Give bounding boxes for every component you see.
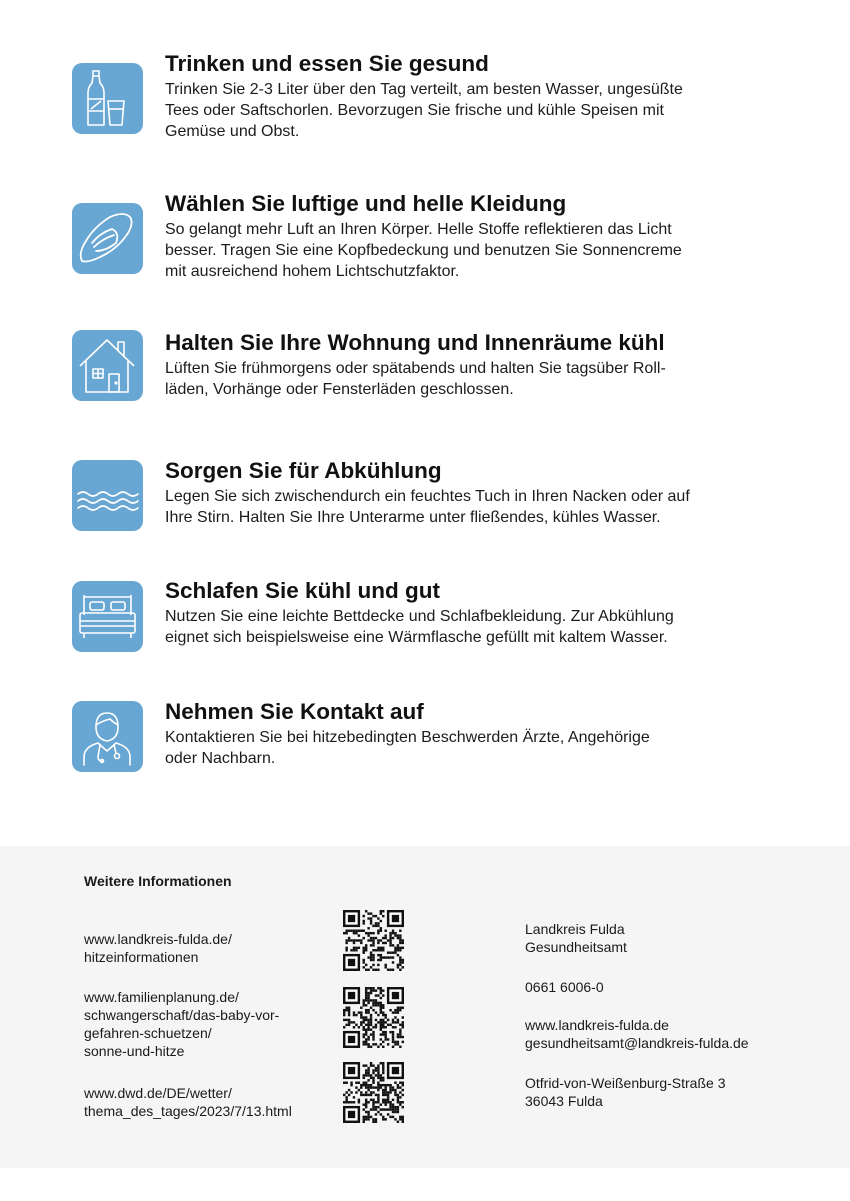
footer-heading: Weitere Informationen xyxy=(84,873,232,889)
tip-title: Trinken und essen Sie gesund xyxy=(165,51,489,76)
contact-website[interactable]: www.landkreis-fulda.de xyxy=(525,1017,669,1033)
tip-description: Trinken Sie 2-3 Liter über den Tag verteilt, am besten Wasser, ungesüßte Tees oder Saftschorlen. Bevorzugen Sie frische und kühle Speisen mit Gemüse und Obst. xyxy=(165,81,683,140)
contact-phone: 0661 6006-0 xyxy=(525,979,604,995)
tip-description: So gelangt mehr Luft an Ihren Körper. Helle Stoffe reflektieren das Licht besser. Tragen Sie eine Kopfbedeckung und benutzen Sie Sonnencreme mit ausreichend hohem Lichtschutzfaktor. xyxy=(165,221,682,280)
house-icon xyxy=(72,330,143,401)
tip-description: Lüften Sie frühmorgens oder spätabends und halten Sie tagsüber Roll- läden, Vorhänge oder Fensterläden geschlossen. xyxy=(165,360,666,398)
contact-email[interactable]: gesundheitsamt@landkreis-fulda.de xyxy=(525,1035,749,1051)
tip-title: Sorgen Sie für Abkühlung xyxy=(165,458,442,483)
link-dwd[interactable]: www.dwd.de/DE/wetter/ thema_des_tages/2023/7/13.html xyxy=(84,1085,292,1119)
bed-icon xyxy=(72,581,143,652)
qr-code-hitzeinformationen xyxy=(343,910,404,971)
qr-code-dwd xyxy=(343,1062,404,1123)
tip-title: Halten Sie Ihre Wohnung und Innenräume kühl xyxy=(165,330,665,355)
contact-address: Otfrid-von-Weißenburg-Straße 3 36043 Fulda xyxy=(525,1075,726,1109)
doctor-icon xyxy=(72,701,143,772)
tip-title: Nehmen Sie Kontakt auf xyxy=(165,699,424,724)
tip-title: Wählen Sie luftige und helle Kleidung xyxy=(165,191,567,216)
tip-description: Nutzen Sie eine leichte Bettdecke und Schlafbekleidung. Zur Abkühlung eignet sich beispielsweise eine Wärmflasche gefüllt mit kaltem Wasser. xyxy=(165,608,674,646)
water-waves-icon xyxy=(72,460,143,531)
contact-organisation: Landkreis Fulda Gesundheitsamt xyxy=(525,921,627,955)
tip-description: Legen Sie sich zwischendurch ein feuchtes Tuch in Ihren Nacken oder auf Ihre Stirn. Halten Sie Ihre Unterarme unter fließendes, kühles Wasser. xyxy=(165,488,690,526)
sun-hat-icon xyxy=(72,203,143,274)
link-hitzeinformationen[interactable]: www.landkreis-fulda.de/ hitzeinformationen xyxy=(84,931,232,965)
info-footer xyxy=(0,846,850,1168)
qr-code-familienplanung xyxy=(343,987,404,1048)
bottle-glass-icon xyxy=(72,63,143,134)
contact-web-email xyxy=(525,1016,825,1052)
link-familienplanung[interactable]: www.familienplanung.de/ schwangerschaft/das-baby-vor- gefahren-schuetzen/ sonne-und-hitze xyxy=(84,989,280,1059)
tip-description: Kontaktieren Sie bei hitzebedingten Beschwerden Ärzte, Angehörige oder Nachbarn. xyxy=(165,729,650,767)
tip-title: Schlafen Sie kühl und gut xyxy=(165,578,441,603)
